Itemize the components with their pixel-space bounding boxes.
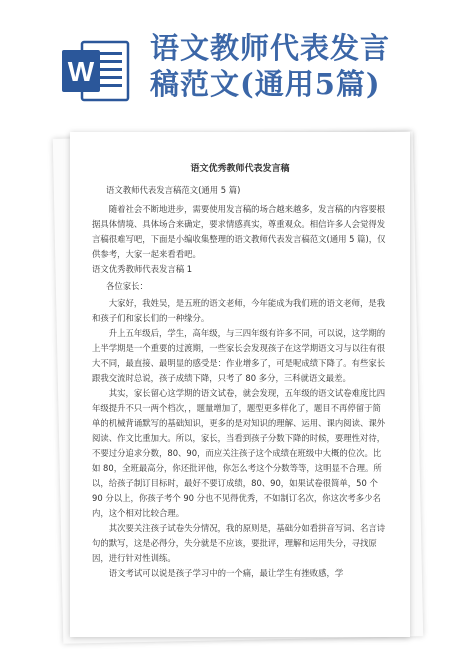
body-paragraph: 升上五年级后，学生，高年级，与三四年级有许多不同，可以说，这学期的上半学期是一个重要的过渡期，一些家长会发现孩子在这学期语文习与以往有很大不同，最直接、最明显的感受是：作业增多了，可是呢成绩下降了。有些家长跟我交流时总说，孩子成绩下降，只考了 80 多分，三科就语文最差。 bbox=[92, 328, 386, 383]
section-heading: 语文优秀教师代表发言稿 1 bbox=[92, 264, 193, 274]
greeting: 各位家长： bbox=[106, 281, 148, 291]
body-paragraph: 语文考试可以说是孩子学习中的一个痛，最让学生有挫败感，学 bbox=[108, 568, 344, 578]
body-paragraph: 其次要关注孩子试卷失分情况，我的原则是，基础分如看拼音写词、名言诗句的默写，这是必得分，失分就是不应该，要批评，理解和运用失分，寻找原因，进行针对性训练。 bbox=[92, 523, 386, 563]
body-paragraph: 其实，家长留心这学期的语文试卷，就会发现，五年级的语文试卷难度比四年级提升不只一两个档次，，题量增加了，题型更多样化了，题目不再停留于简单的机械背诵默写的基础知识，更多的是对知识的理解、运用、课内阅读、课外阅读、作文比重加大。所以，家长，当看到孩子分数下降的时候，要理性对待，不要过分追求分数，80、90，而应关注孩子这个成绩在班级中大概的位次。比如 80，全班最高分，你还批评他，你怎么考这个分数等等，这明显不合理。所以，给孩子制订目标时，最好不要订成绩，80、90，如果试卷很简单，50 个 90 分以上，你孩子考个 90 分也不见得优秀，不如制订名次，你这次考多少名内，这个相对比较合理。 bbox=[92, 388, 386, 518]
title-line-1: 语文教师代表发言 bbox=[150, 31, 391, 65]
document-subtitle: 语文教师代表发言稿范文(通用 5 篇) bbox=[106, 185, 241, 195]
document-page bbox=[70, 132, 410, 637]
word-icon-letter: W bbox=[67, 56, 95, 87]
page-title bbox=[150, 30, 470, 102]
body-paragraph: 大家好，我姓吴，是五班的语文老师，今年能成为我们班的语文老师，是我和孩子们和家长们的一种缘分。 bbox=[92, 298, 386, 323]
intro-paragraph: 随着社会不断地进步，需要使用发言稿的场合越来越多，发言稿的内容要根据具体情境、具体场合来确定，要求情感真实，尊重观众。相信许多人会觉得发言稿很难写吧，下面是小编收集整理的语文教师代表发言稿范文(通用 5 篇)，仅供参考，大家一起来看看吧。 bbox=[92, 204, 386, 259]
header bbox=[0, 0, 474, 120]
title-line-2: 稿范文(通用5篇) bbox=[150, 67, 381, 101]
document-title: 语文优秀教师代表发言稿 bbox=[190, 164, 290, 174]
word-doc-icon bbox=[60, 40, 130, 102]
